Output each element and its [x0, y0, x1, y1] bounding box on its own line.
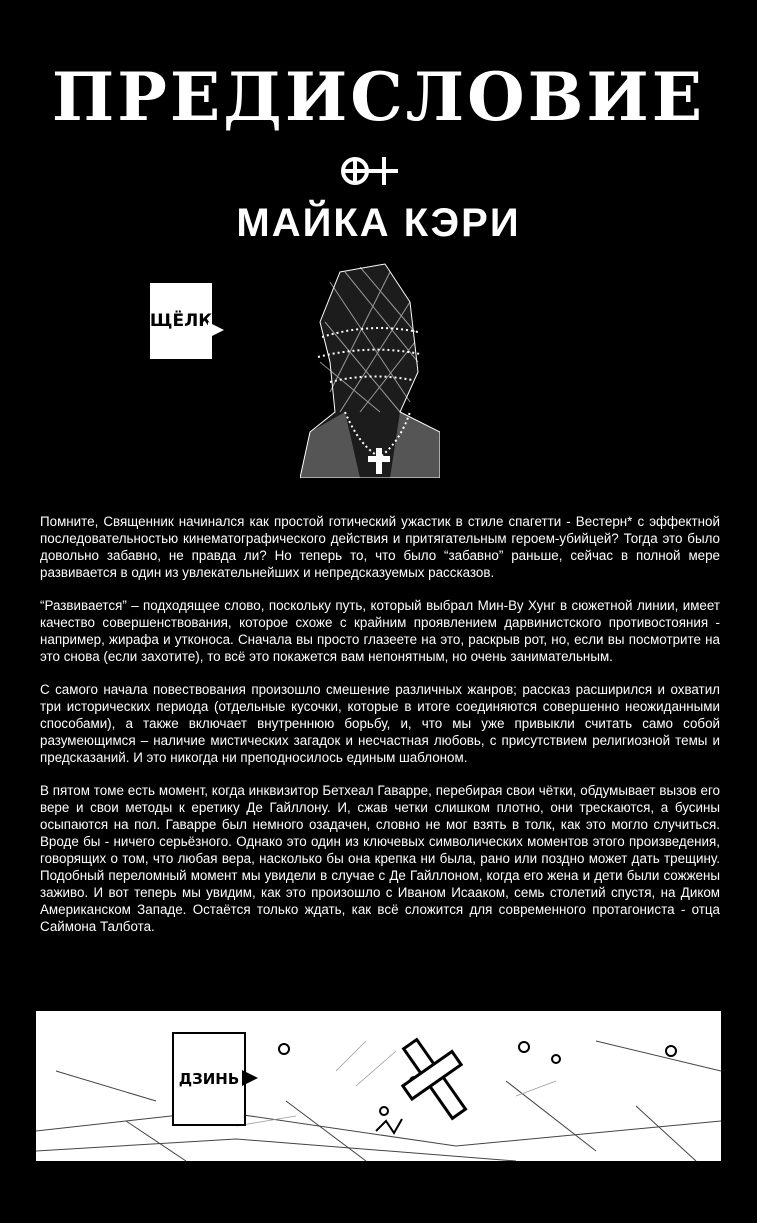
paragraph: Помните, Священник начинался как простой готический ужастик в стиле спагетти - Вестерн* с эффектной последовательностью кинематографического действия и притягательным героем-убийцей? Тогда это было довольно забавно, не правда ли? Но теперь то, что было “забавно” раньше, сейчас в полной мере развивается в один из увлекательнейших и непредсказуемых рассказов. [40, 514, 720, 580]
priest-illustration [300, 262, 440, 478]
paragraph: С самого начала повествования произошло смешение различных жанров; рассказ расширился и охватил три исторических периода (отдельные кусочки, которые в итоге соединяются совершенно неожиданными способами), а также включает внутреннюю борьбу, и, что мы уже привыкли считать само собой разумеющимся – наличие мистических загадок и несчастная любовь, с присутствием религиозной темы и предсказаний. И это никогда ни преподносилось единым шаблоном. [40, 682, 720, 765]
paragraph: В пятом томе есть момент, когда инквизитор Бетхеал Гаварре, перебирая свои чётки, обдумывает вызов его вере и свои методы к еретику Де Гайллону. И, сжав четки слишком плотно, они трескаются, а бусины осыпаются на пол. Гаварре был немного озадачен, словно не мог взять в толк, как это могло случиться. Вроде бы - ничего серьёзного. Однако это один из ключевых символических моментов этого произведения, говорящих о том, что любая вера, насколько бы она крепка ни была, рано или поздно может дать трещину. Подобный переломный момент мы увидели в случае с Де Гайллоном, когда его жена и дети были сожжены заживо. И вот теперь мы увидим, как это произошло с Иваном Исааком, семь столетий спустя, на Диком Американском Западе. Остаётся только ждать, как всё сложится для современного протагониста - отца Саймона Талбота. [40, 783, 720, 934]
sfx-bubble-tail [208, 322, 224, 338]
paragraph: “Развивается” – подходящее слово, поскольку путь, который выбрал Мин-Ву Хунг в сюжетной линии, имеет качество совершенствования, которое схоже с крайним проявлением дарвинистского противостояния - например, жирафа и утконоса. Сначала вы просто глазеете на это, раскрыв рот, но, если вы посмотрите на это снова (если захотите), то всё это покажется вам непонятным, но очень занимательным. [40, 598, 720, 664]
floor-cross-illustration [36, 1011, 721, 1161]
foreword-text [40, 513, 720, 951]
sfx-bubble-tail [242, 1070, 258, 1086]
page-title: ПРЕДИСЛОВИЕ [51, 58, 706, 136]
sfx-bubble-top: ЩЁЛК [150, 283, 212, 359]
sfx-bubble-bottom: ДЗИНЬ [172, 1032, 246, 1126]
cross-emblem-icon [338, 153, 402, 189]
author-name: МАЙКА КЭРИ [236, 201, 521, 245]
